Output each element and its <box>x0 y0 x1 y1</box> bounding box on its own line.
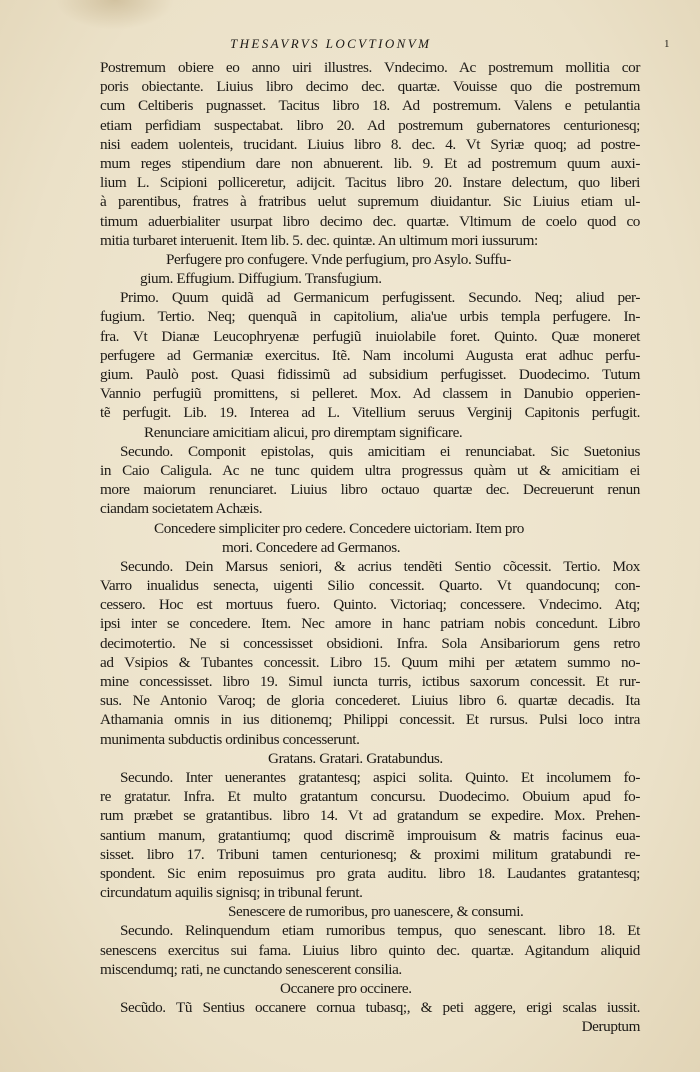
lemma-heading: gium. Effugium. Diffugium. Transfugium. <box>140 270 382 288</box>
text-line: ad Vsipios & Tubantes concessit. Libro 15. Quum mihi per ætatem summo no- <box>100 653 640 671</box>
text-line: mum reges stipendium dare non abnuerent. lib. 9. Et ad postremum quum auxi- <box>100 154 640 172</box>
lemma-heading: Gratans. Gratari. Gratabundus. <box>268 749 443 767</box>
lemma-heading: Renunciare amicitiam alicui, pro diremptam significare. <box>144 423 463 441</box>
text-line: perfugere ad Germaniæ exercitus. Itẽ. Nam incolumi Augusta erat adhuc perfu- <box>100 346 640 364</box>
text-line: in Caio Caligula. Ac ne tunc quidem ultra progressus quàm ut & amicitiam ei <box>100 461 640 479</box>
text-line: Athamania omnis in ius ditionemq; Philippi concessit. Et rursus. Pulsi loco intra <box>100 711 640 729</box>
lemma-heading: Senescere de rumoribus, pro uanescere, & consumi. <box>228 903 524 921</box>
text-line: à parentibus, fratres à fratribus uelut supremum diuidantur. Sic Liuius etiam ul- <box>100 193 640 211</box>
text-line: santium manum, gratantiumq; quod discrimẽ improuisum & matris facinus eua- <box>100 826 640 844</box>
text-line: etiam perfidiam suspectabat. libro 20. Ad postremum gubernatores centurionesq; <box>100 116 640 134</box>
text-line: fugium. Tertio. Neq; quenquã in capitolium, alia'ue urbis templa perfugere. In- <box>100 308 640 326</box>
text-line: Secundo. Inter uenerantes gratantesq; aspici solita. Quinto. Et incolumem fo- <box>120 768 640 786</box>
text-line: ipsi inter se concedere. Item. Nec amore in hanc patriam nobis concedunt. Libro <box>100 615 640 633</box>
text-line: Deruptum <box>581 1018 640 1036</box>
text-line: more maiorum renunciaret. Liuius libro octauo quartæ dec. Decreuerunt renun <box>100 481 640 499</box>
text-line: nisi eadem uolenteis, trucidant. Liuius libro 8. dec. 4. Vt Syriæ quoq; ad postre- <box>100 135 640 153</box>
text-line: cessero. Hoc est mortuus fuero. Quinto. Victoriaq; concessere. Vndecimo. Atq; <box>100 596 640 614</box>
folio-number: 1 <box>664 38 670 50</box>
text-line: rum præbet se gratantibus. libro 14. Vt ad gratandum se expedire. Mox. Prehen- <box>100 807 640 825</box>
lemma-heading: Concedere simpliciter pro cedere. Concedere uictoriam. Item pro <box>154 519 524 537</box>
lemma-heading: mori. Concedere ad Germanos. <box>222 538 401 556</box>
text-line: timum aduerbialiter usurpat libro decimo dec. quartæ. Vltimum de coelo quod co <box>100 212 640 230</box>
text-line: miscendumq; rati, ne cunctando senescerent consilia. <box>100 960 402 978</box>
text-line: cum Celtiberis pugnasset. Tacitus libro 18. Ad postremum. Valens e petulantia <box>100 97 640 115</box>
lemma-heading: Occanere pro occinere. <box>280 980 412 997</box>
text-line: decimotertio. Ne si concessisset obsidioni. Infra. Sola Ansibariorum gens retro <box>100 634 640 652</box>
text-line: senescens exercitus sui fama. Liuius libro quinto dec. quartæ. Agitandum aliquid <box>100 941 640 959</box>
text-line: munimenta subductis ordinibus concesserunt. <box>100 730 360 748</box>
text-line: tẽ perfugit. Lib. 19. Interea ad L. Vitellium seruus Verginij Capitonis perfugit. <box>100 404 640 422</box>
text-line: Varro inualidus senecta, uigenti Silio concessit. Quarto. Vt quandocunq; con- <box>100 577 640 595</box>
text-line: Postremum obiere eo anno uiri illustres. Vndecimo. Ac postremum mollitia cor <box>100 59 640 76</box>
text-line: Secundo. Componit epistolas, quis amicitiam ei renunciabat. Sic Suetonius <box>120 442 640 460</box>
text-line: fra. Vt Dianæ Leucophryenæ perfugiũ inuiolabile foret. Quinto. Quæ moneret <box>100 327 640 345</box>
paper-stain <box>55 0 175 30</box>
text-line: Primo. Quum quidã ad Germanicum perfugissent. Secundo. Neq; aliud per- <box>120 289 640 307</box>
text-line: Secundo. Relinquendum etiam rumoribus tempus, quo senescant. libro 18. Et <box>120 922 640 940</box>
text-line: Secundo. Dein Marsus seniori, & acrius tendẽti Sentio cõcessit. Tertio. Mox <box>120 557 640 575</box>
text-line: poris obiectante. Liuius libro decimo dec. quartæ. Vouisse quo die postremum <box>100 78 640 96</box>
running-head: THESAVRVS LOCVTIONVM <box>230 36 432 51</box>
text-line: ciandam societatem Achæis. <box>100 500 263 518</box>
text-line: sus. Ne Antonio Varoq; de gloria concederet. Liuius libro 6. quartæ decadis. Ita <box>100 692 640 710</box>
text-line: circundatum aquilis signisq; in tribunal ferunt. <box>100 884 363 902</box>
text-line: mitia turbaret interuenit. Item lib. 5. dec. quintæ. An ultimum mori iussurum: <box>100 231 538 249</box>
text-line: Vannio perfugiũ promittens, si pelleret. Mox. Ad classem in Danubio opperien- <box>100 385 640 403</box>
text-line: spondent. Sic enim reposuimus pro grata auditu. libro 18. Laudantes gratantesq; <box>100 864 640 882</box>
text-line: lium L. Scipioni polliceretur, adijcit. Tacitus libro 20. Instare delectum, quo liberi <box>100 174 640 192</box>
text-line: mine concessisset. libro 19. Simul iuncta turris, ictibus saxorum concessit. Et rur- <box>100 673 640 690</box>
text-line: re gratatur. Infra. Et multo gratantum concursu. Duodecimo. Obuium apud fo- <box>100 788 640 806</box>
text-line: gium. Paulò post. Quasi fidissimũ ad subsidium perfugisset. Duodecimo. Tutum <box>100 366 640 383</box>
text-line: Secũdo. Tũ Sentius occanere cornua tubasq;, & peti aggere, erigi scalas iussit. <box>120 999 640 1017</box>
lemma-heading: Perfugere pro confugere. Vnde perfugium, pro Asylo. Suffu- <box>166 250 511 268</box>
text-line: sisset. libro 17. Tribuni tamen centurionesq; & proximi militum gratabundi re- <box>100 845 640 863</box>
body-text <box>100 58 640 1037</box>
